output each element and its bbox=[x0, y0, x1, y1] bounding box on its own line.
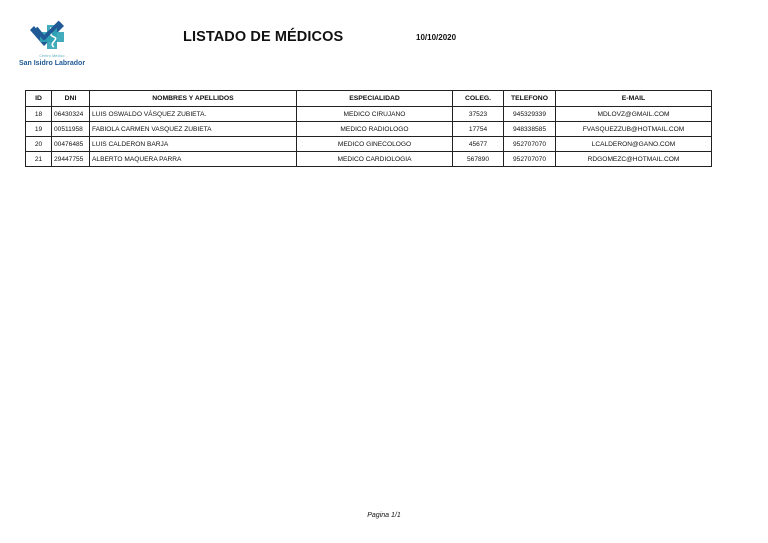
column-header-dni: DNI bbox=[52, 91, 90, 107]
cell-id: 21 bbox=[26, 152, 52, 167]
column-header-coleg: COLEG. bbox=[453, 91, 504, 107]
page-number: Pagina 1/1 bbox=[367, 512, 401, 519]
caduceus-cross-icon bbox=[14, 20, 90, 54]
cell-name: LUIS CALDERON BARJA bbox=[90, 137, 297, 152]
table-row bbox=[26, 137, 712, 152]
page-title: LISTADO DE MÉDICOS bbox=[183, 29, 344, 45]
cell-email: LCALDERON@GANO.COM bbox=[556, 137, 712, 152]
cell-coleg: 17754 bbox=[453, 122, 504, 137]
column-header-phone: TELEFONO bbox=[504, 91, 556, 107]
table-row bbox=[26, 107, 712, 122]
column-header-id: ID bbox=[26, 91, 52, 107]
cell-name: FABIOLA CARMEN VASQUEZ ZUBIETA bbox=[90, 122, 297, 137]
cell-dni: 06430324 bbox=[52, 107, 90, 122]
cell-email: RDGOMEZC@HOTMAIL.COM bbox=[556, 152, 712, 167]
cell-id: 20 bbox=[26, 137, 52, 152]
cell-specialty: MEDICO CARDIOLOGIA bbox=[297, 152, 453, 167]
doctors-table bbox=[25, 90, 712, 167]
cell-coleg: 45677 bbox=[453, 137, 504, 152]
cell-email: FVASQUEZZUB@HOTMAIL.COM bbox=[556, 122, 712, 137]
cell-coleg: 567890 bbox=[453, 152, 504, 167]
logo-subtitle: Centro Médico bbox=[39, 54, 65, 58]
cell-id: 19 bbox=[26, 122, 52, 137]
cell-dni: 29447755 bbox=[52, 152, 90, 167]
cell-email: MDLOVZ@GMAIL.COM bbox=[556, 107, 712, 122]
cell-name: LUIS OSWALDO VÁSQUEZ ZUBIETA. bbox=[90, 107, 297, 122]
cell-name: ALBERTO MAQUERA PARRA bbox=[90, 152, 297, 167]
clinic-logo bbox=[14, 20, 90, 72]
cell-id: 18 bbox=[26, 107, 52, 122]
table-row bbox=[26, 122, 712, 137]
cell-specialty: MEDICO RADIOLOGO bbox=[297, 122, 453, 137]
column-header-specialty: ESPECIALIDAD bbox=[297, 91, 453, 107]
table-header-row bbox=[26, 91, 712, 107]
cell-dni: 00476485 bbox=[52, 137, 90, 152]
cell-specialty: MEDICO GINECOLOGO bbox=[297, 137, 453, 152]
cell-phone: 945329339 bbox=[504, 107, 556, 122]
cell-dni: 00511958 bbox=[52, 122, 90, 137]
logo-name: San Isidro Labrador bbox=[18, 60, 86, 67]
report-date: 10/10/2020 bbox=[416, 33, 457, 42]
column-header-email: E-MAIL bbox=[556, 91, 712, 107]
cell-coleg: 37523 bbox=[453, 107, 504, 122]
column-header-name: NOMBRES Y APELLIDOS bbox=[90, 91, 297, 107]
cell-phone: 952707070 bbox=[504, 152, 556, 167]
cell-phone: 952707070 bbox=[504, 137, 556, 152]
cell-phone: 948338585 bbox=[504, 122, 556, 137]
cell-specialty: MEDICO CIRUJANO bbox=[297, 107, 453, 122]
table-row bbox=[26, 152, 712, 167]
